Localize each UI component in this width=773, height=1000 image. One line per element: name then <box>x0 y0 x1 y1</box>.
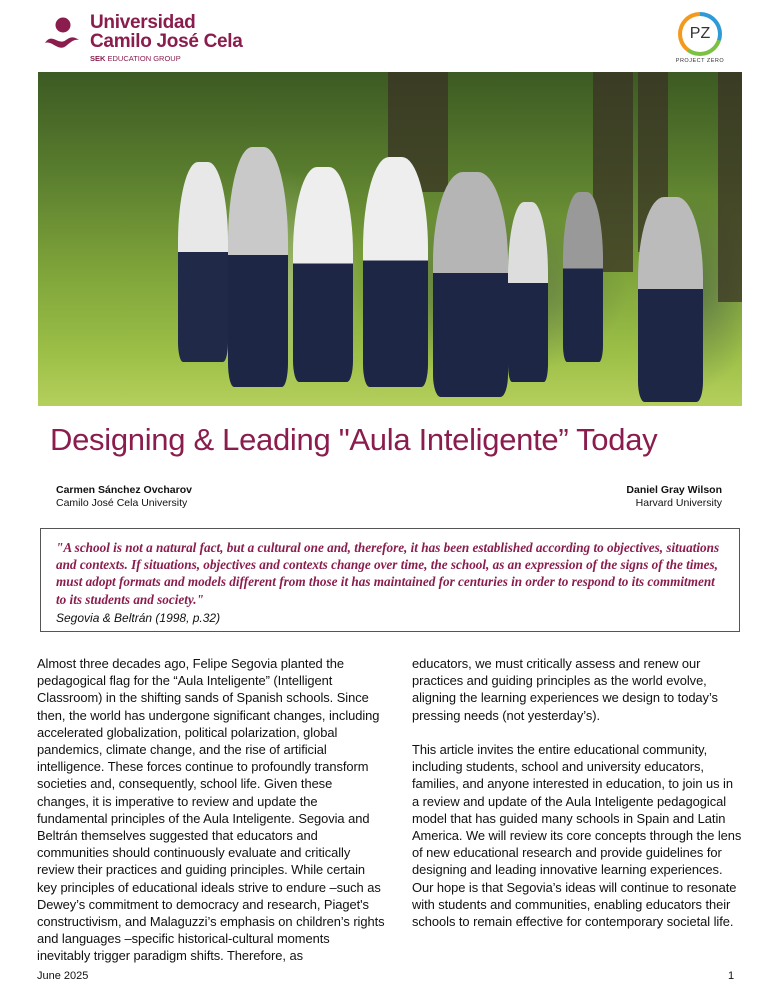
ucjc-logo-mark-icon <box>44 16 80 52</box>
hero-photo-children-walking <box>38 72 742 406</box>
author-2 <box>626 484 722 510</box>
university-name-line2: Camilo José Cela <box>90 31 243 52</box>
epigraph-quote-box <box>40 528 740 632</box>
university-name <box>90 13 243 51</box>
pz-caption: PROJECT ZERO <box>675 58 725 64</box>
body-column-left <box>37 655 385 982</box>
author-name: Carmen Sánchez Ovcharov <box>56 484 192 496</box>
education-group-label: EDUCATION GROUP <box>107 54 181 63</box>
sek-label: SEK <box>90 54 106 63</box>
pz-ring-icon <box>678 12 722 56</box>
pz-mark: PZ <box>689 25 711 42</box>
body-column-right <box>412 655 742 947</box>
project-zero-logo <box>675 12 725 62</box>
quote-text: "A school is not a natural fact, but a cultural one and, therefore, it has been established according to objectives, situations and contexts. If situations, objectives and contexts change over time, the school, as an expression of the signs of the times, must adopt formats and models different from those it has maintained for centuries in order to respond to its commitment to its students and society." <box>56 540 720 607</box>
body-paragraph: educators, we must critically assess and renew our practices and guiding principles as the world evolve, aligning the learning experiences we design to today’s pressing needs (not yesterday’s). <box>412 656 718 723</box>
author-affiliation: Camilo José Cela University <box>56 497 188 509</box>
author-1 <box>56 484 192 510</box>
page-number: 1 <box>728 970 735 982</box>
quote-citation: Segovia & Beltrán (1998, p.32) <box>56 610 221 625</box>
education-group <box>90 54 181 63</box>
author-affiliation: Harvard University <box>635 497 722 509</box>
article-title: Designing & Leading "Aula Inteligente” Today <box>50 422 658 457</box>
university-name-line1: Universidad <box>90 12 196 33</box>
body-paragraph: Almost three decades ago, Felipe Segovia planted the pedagogical flag for the “Aula Inteligente” (Intelligent Classroom) in the shifting sands of Spanish schools. Since then, the world has undergone significant changes, including accelerated globalization, political polarization, global pandemics, climate change, and the rise of artificial intelligence. These forces continue to profoundly transform societies and, consequently, school life. Given these changes, it is imperative to review and update the fundamental principles of the Aula Inteligente. Segovia and Beltrán themselves suggested that educators and communities should continuously evaluate and critically review their practices and guiding principles. While certain key principles of educational ideals strive to endure –such as Dewey’s commitment to democracy and research, Piaget's constructivism, and Malaguzzi’s emphasis on children’s rights and languages –specific historical-cultural moments inevitably trigger paradigm shifts. Therefore, as <box>37 656 385 964</box>
body-paragraph: This article invites the entire educational community, including students, school and university educators, families, and anyone interested in education, to join us in a review and update of the Aula Inteligente pedagogical model that has guided many schools in Spain and Latin America. We will review its core concepts through the lens of new educational research and provide guidelines for designing and leading innovative learning experiences. Our hope is that Segovia’s ideas will continue to resonate with students and communities, enabling educators their schools to remain effective for contemporary societal life. <box>412 742 742 930</box>
university-logo <box>44 12 274 63</box>
footer-date: June 2025 <box>37 970 89 982</box>
author-name: Daniel Gray Wilson <box>626 484 722 496</box>
